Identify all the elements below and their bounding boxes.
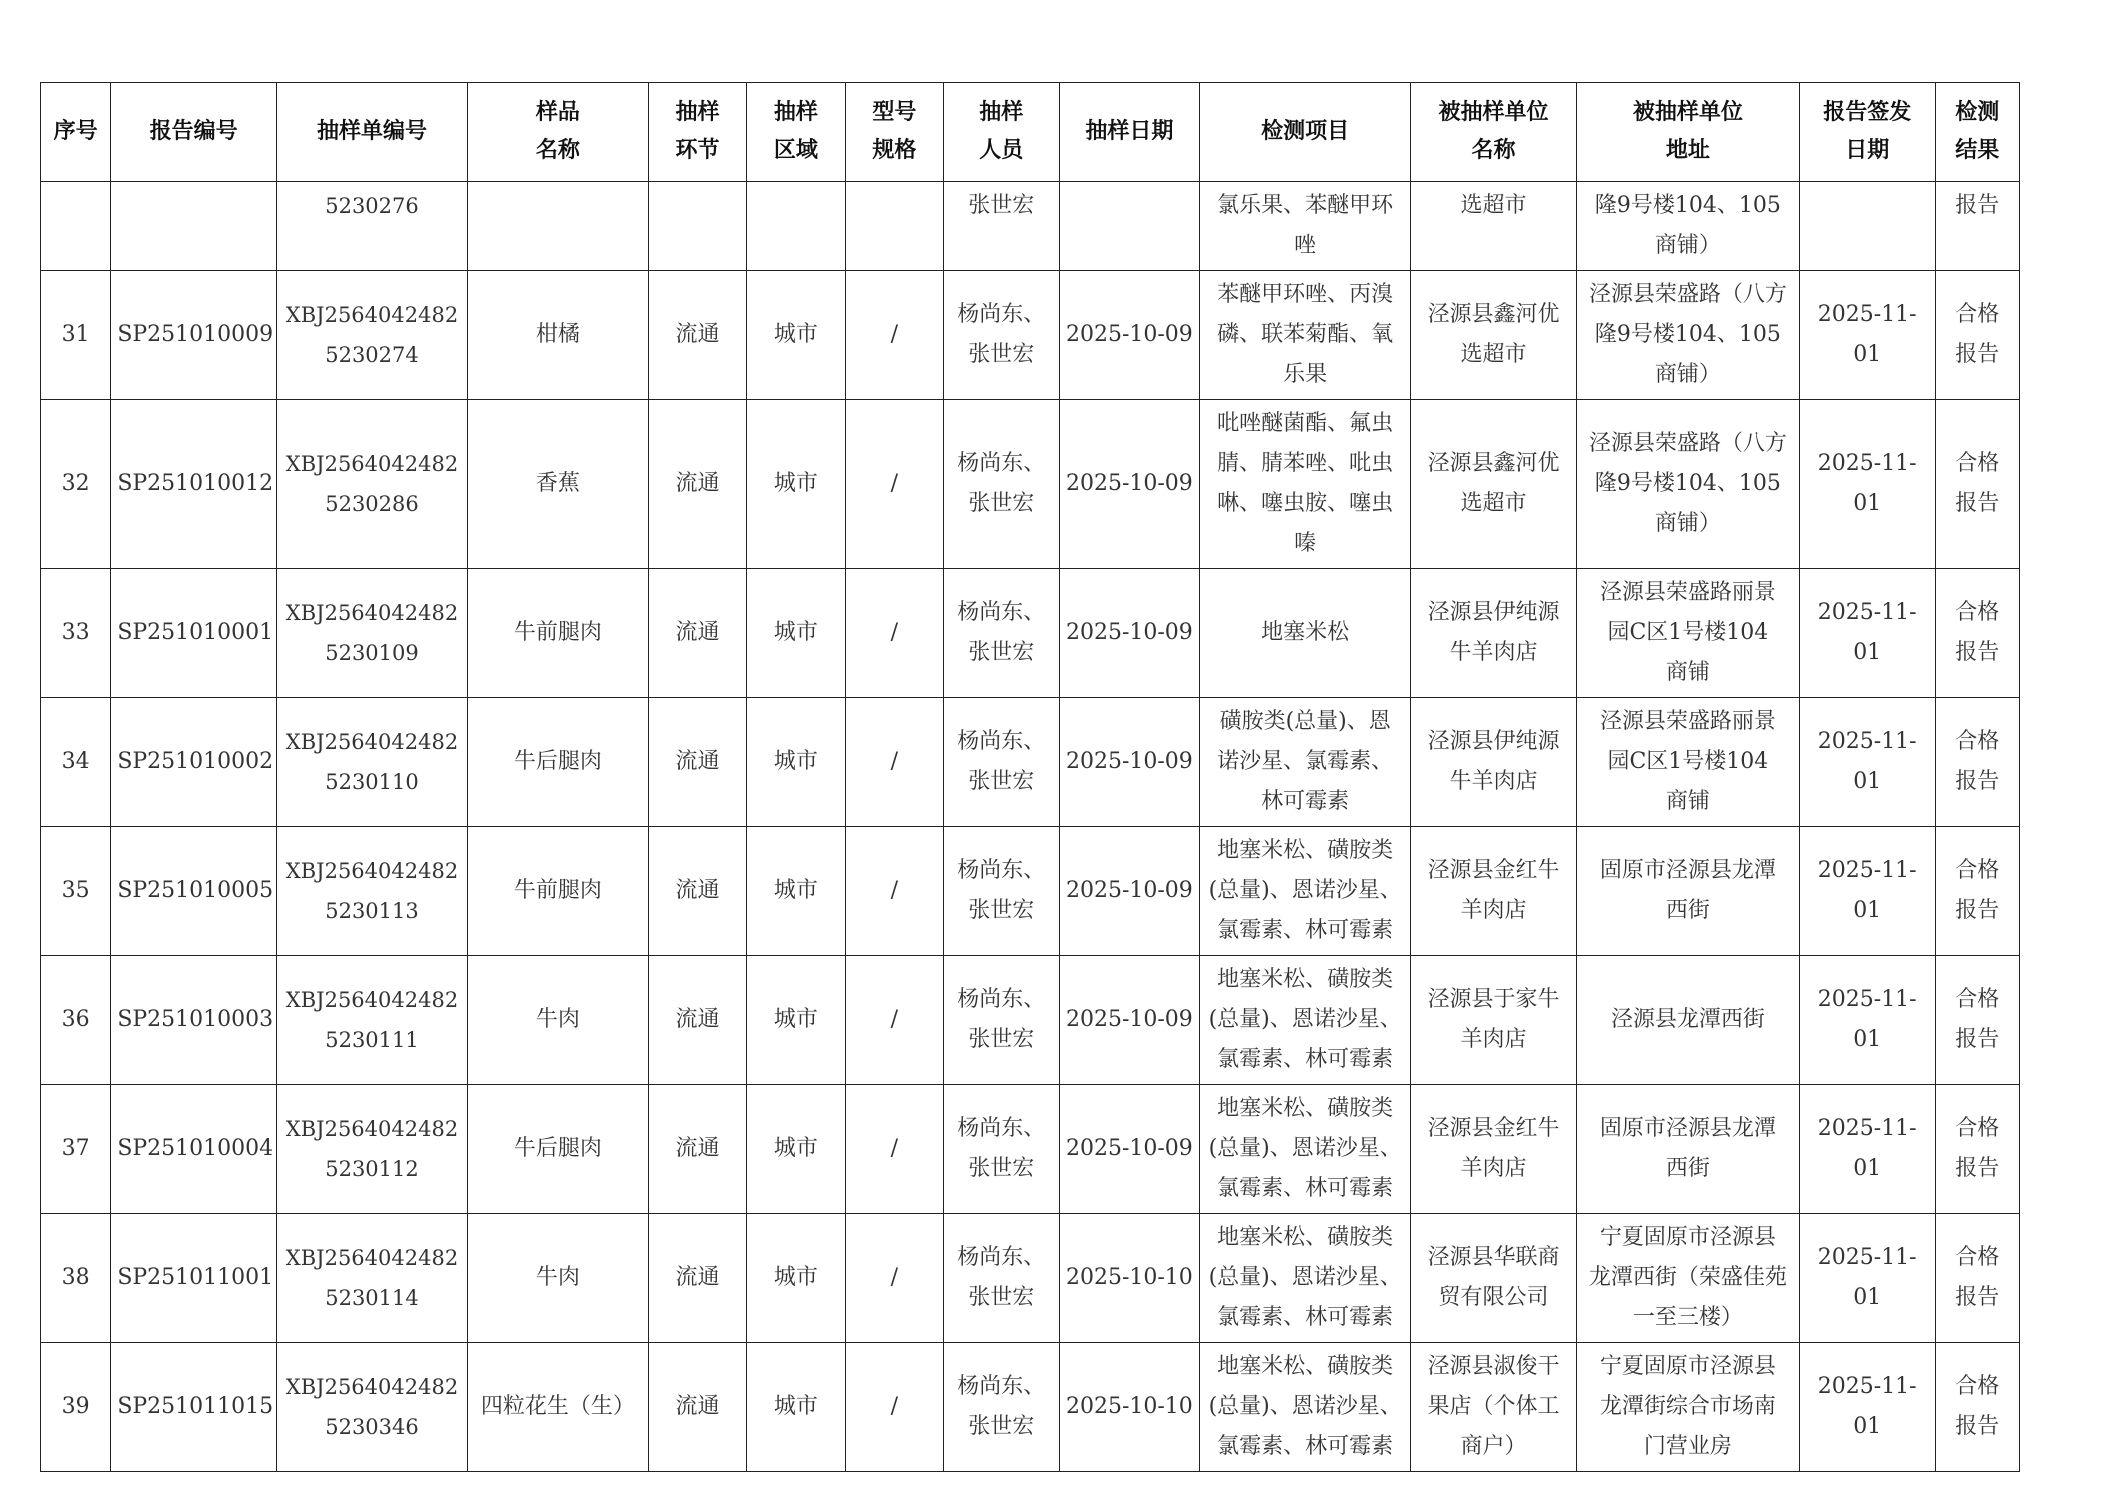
cell-spec: / (845, 827, 943, 956)
cell-spec: / (845, 698, 943, 827)
cell-spec: / (845, 1085, 943, 1214)
cell-sample-no: XBJ2564042482 5230274 (277, 271, 468, 400)
header-test-items (1200, 83, 1411, 182)
cell-sample-name: 牛后腿肉 (467, 698, 648, 827)
cell-personnel: 杨尚东、 张世宏 (944, 1214, 1060, 1343)
cell-personnel: 杨尚东、 张世宏 (944, 698, 1060, 827)
header-seq (41, 83, 111, 182)
cell-test-items: 磺胺类(总量)、恩 诺沙星、氯霉素、 林可霉素 (1200, 698, 1411, 827)
inspection-results-table (40, 82, 2020, 1472)
header-text: 名称 (1471, 138, 1516, 163)
cell-result: 合格 报告 (1935, 1214, 2020, 1343)
cell-result: 合格 报告 (1935, 1085, 2020, 1214)
cell-sample-name: 柑橘 (467, 271, 648, 400)
cell-spec: / (845, 1214, 943, 1343)
cell-report-no: SP251010012 (111, 400, 277, 569)
cell-stage: 流通 (648, 1085, 746, 1214)
cell-test-items: 吡唑醚菌酯、氟虫 腈、腈苯唑、吡虫 啉、噻虫胺、噻虫 嗪 (1200, 400, 1411, 569)
header-model-spec (845, 83, 943, 182)
header-text: 环节 (675, 138, 720, 163)
cell-spec: / (845, 956, 943, 1085)
cell-seq: 36 (41, 956, 111, 1085)
cell-sample-name: 牛肉 (467, 956, 648, 1085)
cell-stage: 流通 (648, 400, 746, 569)
header-text: 抽样 (773, 100, 818, 125)
cell-report-no: SP251010009 (111, 271, 277, 400)
header-text: 被抽样单位 (1438, 100, 1549, 125)
cell-seq: 33 (41, 569, 111, 698)
header-sampling-stage (648, 83, 746, 182)
table-row (41, 827, 2020, 956)
cell-spec: / (845, 569, 943, 698)
header-text: 地址 (1665, 138, 1710, 163)
cell-report-no: SP251010001 (111, 569, 277, 698)
cell-area: 城市 (747, 400, 845, 569)
cell-sample-no: XBJ2564042482 5230114 (277, 1214, 468, 1343)
cell-test-items: 地塞米松、磺胺类 (总量)、恩诺沙星、 氯霉素、林可霉素 (1200, 827, 1411, 956)
cell-report-no: SP251011001 (111, 1214, 277, 1343)
cell-area: 城市 (747, 271, 845, 400)
cell-result: 合格 报告 (1935, 1343, 2020, 1472)
header-text: 报告签发 (1823, 100, 1912, 125)
header-text: 序号 (53, 119, 98, 144)
cell-unit-name: 泾源县伊纯源 牛羊肉店 (1411, 569, 1577, 698)
cell-issue-date (1799, 182, 1935, 271)
cell-unit-name: 泾源县金红牛 羊肉店 (1411, 1085, 1577, 1214)
cell-unit-name: 泾源县伊纯源 牛羊肉店 (1411, 698, 1577, 827)
header-sampling-personnel (944, 83, 1060, 182)
cell-report-no: SP251010002 (111, 698, 277, 827)
header-text: 区域 (773, 138, 818, 163)
cell-seq: 32 (41, 400, 111, 569)
cell-report-no: SP251010004 (111, 1085, 277, 1214)
cell-test-items: 地塞米松、磺胺类 (总量)、恩诺沙星、 氯霉素、林可霉素 (1200, 1085, 1411, 1214)
cell-unit-name: 泾源县鑫河优 选超市 (1411, 400, 1577, 569)
table-row (41, 569, 2020, 698)
cell-sample-name: 牛前腿肉 (467, 569, 648, 698)
header-text: 名称 (535, 138, 580, 163)
header-text: 抽样单编号 (316, 119, 427, 144)
header-sampling-area (747, 83, 845, 182)
cell-sample-no: XBJ2564042482 5230109 (277, 569, 468, 698)
cell-issue-date: 2025-11-01 (1799, 1214, 1935, 1343)
cell-issue-date: 2025-11-01 (1799, 827, 1935, 956)
cell-date: 2025-10-09 (1059, 827, 1200, 956)
cell-area: 城市 (747, 1343, 845, 1472)
cell-spec: / (845, 400, 943, 569)
cell-sample-no: 5230276 (277, 182, 468, 271)
cell-date: 2025-10-09 (1059, 400, 1200, 569)
cell-issue-date: 2025-11-01 (1799, 698, 1935, 827)
cell-result: 合格 报告 (1935, 827, 2020, 956)
cell-test-items: 地塞米松、磺胺类 (总量)、恩诺沙星、 氯霉素、林可霉素 (1200, 1343, 1411, 1472)
cell-unit-name: 泾源县金红牛 羊肉店 (1411, 827, 1577, 956)
cell-seq: 35 (41, 827, 111, 956)
cell-test-items: 苯醚甲环唑、丙溴 磷、联苯菊酯、氧 乐果 (1200, 271, 1411, 400)
cell-issue-date: 2025-11-01 (1799, 1343, 1935, 1472)
cell-unit-address: 宁夏固原市泾源县 龙潭街综合市场南 门营业房 (1576, 1343, 1799, 1472)
cell-sample-no: XBJ2564042482 5230110 (277, 698, 468, 827)
cell-stage: 流通 (648, 956, 746, 1085)
cell-issue-date: 2025-11-01 (1799, 569, 1935, 698)
cell-issue-date: 2025-11-01 (1799, 400, 1935, 569)
cell-personnel: 杨尚东、 张世宏 (944, 271, 1060, 400)
cell-seq (41, 182, 111, 271)
cell-stage: 流通 (648, 1214, 746, 1343)
cell-area (747, 182, 845, 271)
cell-seq: 31 (41, 271, 111, 400)
cell-unit-address: 固原市泾源县龙潭 西街 (1576, 827, 1799, 956)
table-row (41, 698, 2020, 827)
cell-personnel: 杨尚东、 张世宏 (944, 569, 1060, 698)
cell-date: 2025-10-10 (1059, 1343, 1200, 1472)
cell-issue-date: 2025-11-01 (1799, 1085, 1935, 1214)
cell-sample-name (467, 182, 648, 271)
cell-stage (648, 182, 746, 271)
cell-result: 合格 报告 (1935, 569, 2020, 698)
cell-issue-date: 2025-11-01 (1799, 956, 1935, 1085)
cell-sample-no: XBJ2564042482 5230112 (277, 1085, 468, 1214)
cell-issue-date: 2025-11-01 (1799, 271, 1935, 400)
cell-spec: / (845, 271, 943, 400)
cell-result: 合格 报告 (1935, 956, 2020, 1085)
cell-report-no: SP251011015 (111, 1343, 277, 1472)
cell-test-items: 地塞米松、磺胺类 (总量)、恩诺沙星、 氯霉素、林可霉素 (1200, 1214, 1411, 1343)
cell-date: 2025-10-09 (1059, 698, 1200, 827)
cell-unit-name: 泾源县于家牛 羊肉店 (1411, 956, 1577, 1085)
cell-area: 城市 (747, 569, 845, 698)
cell-date: 2025-10-09 (1059, 569, 1200, 698)
cell-spec (845, 182, 943, 271)
cell-date: 2025-10-09 (1059, 271, 1200, 400)
header-report-issue-date (1799, 83, 1935, 182)
cell-date (1059, 182, 1200, 271)
header-sampled-unit-name (1411, 83, 1577, 182)
cell-unit-name: 泾源县鑫河优 选超市 (1411, 271, 1577, 400)
header-row (41, 83, 2020, 182)
cell-stage: 流通 (648, 271, 746, 400)
cell-date: 2025-10-10 (1059, 1214, 1200, 1343)
cell-sample-name: 香蕉 (467, 400, 648, 569)
header-sample-name (467, 83, 648, 182)
header-text: 检测 (1955, 100, 2000, 125)
cell-area: 城市 (747, 1214, 845, 1343)
cell-unit-address: 泾源县龙潭西街 (1576, 956, 1799, 1085)
header-text: 抽样日期 (1085, 119, 1174, 144)
header-sampled-unit-address (1576, 83, 1799, 182)
cell-unit-name: 选超市 (1411, 182, 1577, 271)
cell-report-no: SP251010005 (111, 827, 277, 956)
header-sample-no (277, 83, 468, 182)
cell-unit-address: 固原市泾源县龙潭 西街 (1576, 1085, 1799, 1214)
cell-unit-address: 泾源县荣盛路丽景 园C区1号楼104 商铺 (1576, 698, 1799, 827)
cell-sample-name: 牛后腿肉 (467, 1085, 648, 1214)
cell-result: 合格 报告 (1935, 271, 2020, 400)
cell-stage: 流通 (648, 827, 746, 956)
cell-unit-address: 泾源县荣盛路（八方 隆9号楼104、105 商铺） (1576, 271, 1799, 400)
cell-personnel: 杨尚东、 张世宏 (944, 827, 1060, 956)
table-row (41, 1343, 2020, 1472)
cell-sample-no: XBJ2564042482 5230286 (277, 400, 468, 569)
cell-personnel: 杨尚东、 张世宏 (944, 1085, 1060, 1214)
cell-result: 合格 报告 (1935, 698, 2020, 827)
table-row (41, 1214, 2020, 1343)
cell-sample-no: XBJ2564042482 5230111 (277, 956, 468, 1085)
cell-sample-name: 牛前腿肉 (467, 827, 648, 956)
cell-unit-address: 泾源县荣盛路（八方 隆9号楼104、105 商铺） (1576, 400, 1799, 569)
cell-unit-address: 泾源县荣盛路丽景 园C区1号楼104 商铺 (1576, 569, 1799, 698)
cell-personnel: 张世宏 (944, 182, 1060, 271)
header-text: 样品 (535, 100, 580, 125)
cell-unit-address: 宁夏固原市泾源县 龙潭西街（荣盛佳苑 一至三楼） (1576, 1214, 1799, 1343)
cell-date: 2025-10-09 (1059, 956, 1200, 1085)
cell-stage: 流通 (648, 569, 746, 698)
cell-stage: 流通 (648, 698, 746, 827)
header-test-result (1935, 83, 2020, 182)
header-text: 人员 (979, 138, 1024, 163)
cell-test-items: 地塞米松 (1200, 569, 1411, 698)
table-row (41, 1085, 2020, 1214)
cell-personnel: 杨尚东、 张世宏 (944, 1343, 1060, 1472)
cell-area: 城市 (747, 698, 845, 827)
cell-date: 2025-10-09 (1059, 1085, 1200, 1214)
header-text: 抽样 (979, 100, 1024, 125)
cell-sample-no: XBJ2564042482 5230346 (277, 1343, 468, 1472)
cell-unit-name: 泾源县华联商 贸有限公司 (1411, 1214, 1577, 1343)
header-report-no (111, 83, 277, 182)
cell-unit-address: 隆9号楼104、105 商铺） (1576, 182, 1799, 271)
header-text: 型号 (872, 100, 917, 125)
header-text: 结果 (1955, 138, 2000, 163)
table-row (41, 956, 2020, 1085)
cell-seq: 34 (41, 698, 111, 827)
header-sampling-date (1059, 83, 1200, 182)
cell-personnel: 杨尚东、 张世宏 (944, 956, 1060, 1085)
cell-result: 合格 报告 (1935, 400, 2020, 569)
header-text: 规格 (872, 138, 917, 163)
cell-sample-no: XBJ2564042482 5230113 (277, 827, 468, 956)
table-row (41, 400, 2020, 569)
header-text: 报告编号 (149, 119, 238, 144)
cell-personnel: 杨尚东、 张世宏 (944, 400, 1060, 569)
cell-sample-name: 四粒花生（生） (467, 1343, 648, 1472)
cell-spec: / (845, 1343, 943, 1472)
cell-test-items: 氯乐果、苯醚甲环 唑 (1200, 182, 1411, 271)
cell-unit-name: 泾源县淑俊干 果店（个体工 商户） (1411, 1343, 1577, 1472)
cell-area: 城市 (747, 827, 845, 956)
cell-area: 城市 (747, 956, 845, 1085)
cell-result: 报告 (1935, 182, 2020, 271)
inspection-results-sheet (40, 82, 2020, 1472)
table-row (41, 271, 2020, 400)
cell-seq: 38 (41, 1214, 111, 1343)
header-text: 日期 (1845, 138, 1890, 163)
cell-stage: 流通 (648, 1343, 746, 1472)
cell-report-no (111, 182, 277, 271)
header-text: 被抽样单位 (1632, 100, 1743, 125)
header-text: 检测项目 (1261, 119, 1350, 144)
header-text: 抽样 (675, 100, 720, 125)
cell-report-no: SP251010003 (111, 956, 277, 1085)
cell-test-items: 地塞米松、磺胺类 (总量)、恩诺沙星、 氯霉素、林可霉素 (1200, 956, 1411, 1085)
continuation-row (41, 182, 2020, 271)
cell-seq: 39 (41, 1343, 111, 1472)
cell-sample-name: 牛肉 (467, 1214, 648, 1343)
cell-seq: 37 (41, 1085, 111, 1214)
cell-area: 城市 (747, 1085, 845, 1214)
